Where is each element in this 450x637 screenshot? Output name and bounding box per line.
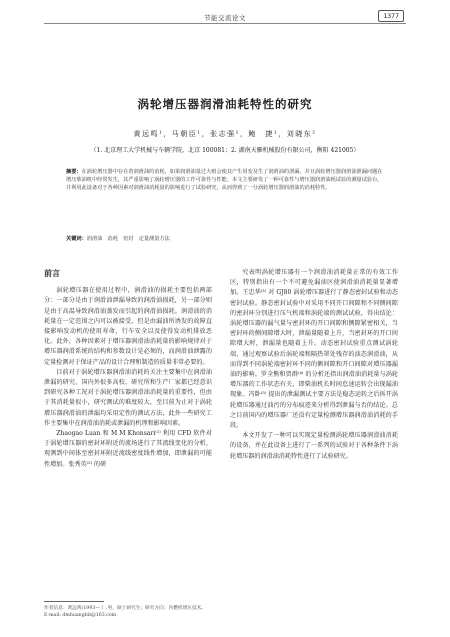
paragraph: Zhaogao Luan 和 M M Khonsari⁽¹⁾ 利用 CFD 软件对于涡轮增压器的密封环附近的流场进行了其流线变化的分析，观测到中间体至密封环附近流线密度线性增加，即泄漏的可能性增加。张秀英⁽²⁾ 的研 [44, 430, 212, 468]
abstract-text: 在涡轮增压器中存在着润滑油的消耗，如果润滑油量过大则会使其产生用变及生了润滑油的泄漏，并且涡轮增压器润滑油泄漏问题在增压柴油机中经常发生，其严重影响了涡轮增压器的工作可靠性与性能，本文主要研发了一种可靠性与增压器润滑油耗试验的测量试验台，并利用此设备对于各种因素对润滑油消耗量的影响进行了试验研究，从而得到了一分涡轮增压器润滑油的消耗特性。 [66, 169, 383, 192]
right-column [230, 268, 398, 462]
section-title: 前言 [44, 269, 60, 278]
paragraph: 目前对于涡轮增压器润滑油消耗的关注主要集中在润滑油泄漏的研究，国内外很多高校、研究所和生产厂家都已经意识到研究各种工况对于涡轮增压器润滑油消耗量的重要性，但由于其消耗量很小，研究测试的难度较大，至目前为止对于涡轮增压器润滑油的泄漏均采用定性的测试方法，此外一些研究工作主要集中在润滑油消耗或泄漏的机理和影响因素。 [44, 368, 212, 427]
keywords-text: 润滑油 消耗 密封 定量测量方法 [86, 236, 170, 242]
footnote [44, 605, 214, 619]
left-column [44, 266, 212, 470]
author-bio: 作者信息：黄远鸣(1993— ）,男，硕士研究生；研究方向：内燃机增压技术。 [44, 606, 207, 611]
abstract [66, 168, 386, 193]
paragraph: 涡轮增压器在使用过程中，润滑油的损耗主要包括两部分：一部分是由于润滑油泄漏导致的润滑油损耗，另一部分则是由于高温导致润滑油蒸发而引起的润滑油损耗。润滑油的消耗量在一定范围之内可以被接受，但是由漏油所诱发的故障直接影响发动机的使用寿命，行车安全以及使得发动机排放恶化。此外，各种因素对于增压器润滑油消耗量的影响规律对于增压器润滑系统的结构和参数设计是必须的，而润滑油泄露的定量检测对于保证产品的设计合理和制造的质量非常必要的。 [44, 287, 212, 366]
paper-title: 涡轮增压器润滑油耗特性的研究 [137, 97, 313, 111]
keywords-label: 关键词： [66, 236, 87, 242]
author-list: 黄远鸣¹，马朝臣¹，张志强¹，鲍 捷¹，刘晓东² [133, 130, 317, 138]
affiliation: （1. 北京理工大学机械与车辆学院，北京 100081；2. 湖南天雁机械股份有限公司，衡阳 421005） [90, 147, 360, 154]
running-head: 节能交流论文 [204, 14, 246, 22]
page-number: 1377 [378, 10, 404, 22]
footnote-rule [44, 601, 104, 602]
abstract-label: 摘要： [66, 169, 82, 175]
header-rule [44, 23, 406, 24]
paragraph: 究表明涡轮增压器有一个润滑油消耗量正常的有效工作区，特别指出有一个不可避免漏油区使润滑油消耗量显著增加。王忠华⁽³⁾ 对 GJ80 涡轮增压器进行了静态密封试验和动态密封试验。静态密封试验中对采用不同开口间隙和不同侧间隙的密封环分别进行压气机端和涡轮端的测试试验，得出结论：涡轮增压器的漏气量与密封环的开口间隙和侧隙紧密相关，当密封环的侧间隙增大时，泄漏量随着上升，当密封环的开口间隙增大时，泄漏量也随着上升。动态密封试验重点测试涡轮端，通过观察试验后涡轮端和隔热罩处残存的油态润滑油，从而得到不同涡轮端密封环不同的侧间隙和开口间隙对增压器漏油的影响。罗全熊和贾群⁽⁴⁾ 的分析还指出润滑油消耗量与涡轮增压器的工作状态有关，即柴油机长时间怠速运转会出现漏油现象。冯卧⁽⁵⁾ 提出的泄漏测试主要方法是稳态运转之后拆开涡轮增压器通过油污的分布痕迹来分析得到泄漏与否的结论。总之目前国内的增压器厂还没有定量检测增压器润滑油消耗的手段。 [230, 269, 398, 430]
paragraph: 本文开发了一种可以实现定量检测涡轮增压器润滑油消耗的设备，并在此设备上进行了一系列的试验对于各种条件下涡轮增压器的润滑油消耗特性进行了试验研究。 [230, 432, 398, 460]
author-email: E-mail: dmhuangbit@163.com [44, 613, 117, 618]
keywords [66, 235, 386, 242]
